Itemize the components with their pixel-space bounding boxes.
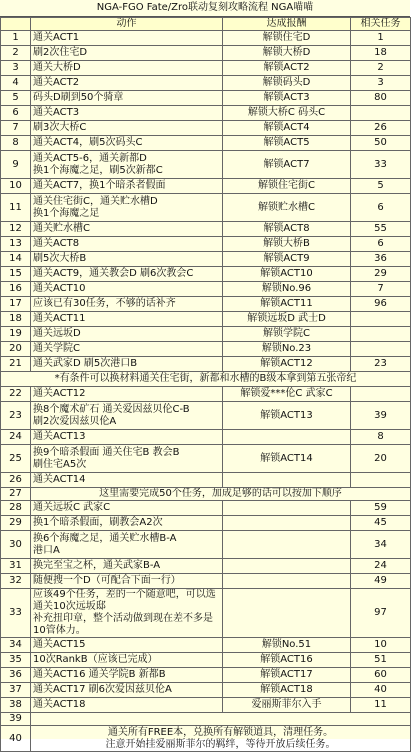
row-index: 19 bbox=[1, 327, 31, 342]
row-reward: 解锁爱***伦C 武家C bbox=[223, 387, 351, 402]
row-index: 11 bbox=[1, 194, 31, 222]
table-row bbox=[1, 61, 411, 76]
row-reward: 解锁ACT16 bbox=[223, 653, 351, 668]
table-row bbox=[1, 297, 411, 312]
note-row-text: *有条件可以换材料通关住宅街，新都和水槽的B级本拿到第五张帝纪 bbox=[1, 372, 411, 387]
final-note-line: 注意开始挂爱丽斯菲尔的羁绊，等待开放后续任务。 bbox=[105, 738, 336, 750]
row-action bbox=[31, 151, 223, 179]
row-count: 26 bbox=[351, 121, 411, 136]
table-row bbox=[1, 653, 411, 668]
row-index: 13 bbox=[1, 237, 31, 252]
row-index: 30 bbox=[1, 531, 31, 559]
header-row bbox=[1, 18, 411, 31]
row-index: 7 bbox=[1, 121, 31, 136]
table-row bbox=[1, 589, 411, 638]
row-index: 10 bbox=[1, 179, 31, 194]
row-action bbox=[31, 473, 223, 488]
row-index: 37 bbox=[1, 683, 31, 698]
action-line: 刷2次爱因兹贝伦A bbox=[33, 415, 117, 427]
action-line: 换6个海魔之足，通关贮水槽B-A bbox=[33, 532, 177, 544]
note-row bbox=[1, 372, 411, 387]
row-index: 32 bbox=[1, 574, 31, 589]
action-line: 换1个海魔之足，刷5次新都C bbox=[33, 164, 163, 176]
row-action bbox=[31, 282, 223, 297]
action-line: 补充扭印章，整个活动做到现在差不多是10管体力。 bbox=[33, 613, 213, 636]
row-reward: 解锁ACT12 bbox=[223, 357, 351, 372]
row-index: 40 bbox=[1, 726, 31, 752]
sheet-title: NGA-FGO Fate/Zro联动复刻攻略流程 NGA喵喵 bbox=[0, 0, 410, 17]
row-reward: 解锁远坂D 武士D bbox=[223, 312, 351, 327]
row-reward: 解锁ACT10 bbox=[223, 267, 351, 282]
table-row bbox=[1, 531, 411, 559]
action-line: 刷3次大桥C bbox=[33, 122, 87, 133]
section-note: 这里需要完成50个任务，加成足够的话可以按加下顺序 bbox=[31, 488, 411, 501]
table-row bbox=[1, 76, 411, 91]
row-action bbox=[31, 106, 223, 121]
row-action bbox=[31, 297, 223, 312]
row-reward: 解锁大桥D bbox=[223, 46, 351, 61]
action-line: 随便搜一个D（可配合下面一行） bbox=[33, 575, 181, 586]
row-count: 10 bbox=[351, 638, 411, 653]
action-line: 通关ACT2 bbox=[33, 77, 80, 88]
action-line: 换9个暗杀假面 通关住宅B 教会B bbox=[33, 446, 180, 458]
row-action bbox=[31, 387, 223, 402]
action-line: 通关ACT16 通关学院B 新都B bbox=[33, 669, 166, 680]
action-line: 港口A bbox=[33, 544, 60, 556]
row-index: 1 bbox=[1, 31, 31, 46]
row-count: 7 bbox=[351, 282, 411, 297]
row-count: 97 bbox=[351, 589, 411, 638]
row-index: 25 bbox=[1, 445, 31, 473]
row-count bbox=[351, 106, 411, 121]
row-reward bbox=[223, 516, 351, 531]
row-count: 6 bbox=[351, 237, 411, 252]
row-reward: 爱丽斯菲尔入手 bbox=[223, 698, 351, 713]
row-count: 20 bbox=[351, 445, 411, 473]
row-reward: 解锁ACT5 bbox=[223, 136, 351, 151]
table-row bbox=[1, 121, 411, 136]
action-line: 通关ACT1 bbox=[33, 32, 80, 43]
row-action bbox=[31, 559, 223, 574]
row-count: 80 bbox=[351, 91, 411, 106]
row-index: 22 bbox=[1, 387, 31, 402]
action-line: 通关ACT15 bbox=[33, 639, 86, 650]
table-row bbox=[1, 31, 411, 46]
row-count: 33 bbox=[351, 151, 411, 179]
row-index: 31 bbox=[1, 559, 31, 574]
row-reward bbox=[223, 501, 351, 516]
table-row bbox=[1, 179, 411, 194]
row-count: 29 bbox=[351, 267, 411, 282]
row-reward: 解锁ACT3 bbox=[223, 91, 351, 106]
row-action bbox=[31, 31, 223, 46]
row-count bbox=[351, 473, 411, 488]
row-action bbox=[31, 121, 223, 136]
row-reward: 解锁大桥C 码头C bbox=[223, 106, 351, 121]
header-action: 动作 bbox=[31, 18, 223, 31]
row-count: 11 bbox=[351, 698, 411, 713]
row-index: 15 bbox=[1, 267, 31, 282]
table-row bbox=[1, 46, 411, 61]
row-index: 38 bbox=[1, 698, 31, 713]
row-reward bbox=[223, 559, 351, 574]
row-count: 2 bbox=[351, 61, 411, 76]
row-index: 12 bbox=[1, 222, 31, 237]
row-count: 51 bbox=[351, 653, 411, 668]
action-line: 换完至宝之杯，通关武家B-A bbox=[33, 560, 161, 571]
action-line: 码头D刷到50个骑章 bbox=[33, 92, 124, 103]
row-count: 50 bbox=[351, 136, 411, 151]
row-action bbox=[31, 179, 223, 194]
row-index: 2 bbox=[1, 46, 31, 61]
row-index: 36 bbox=[1, 668, 31, 683]
table-row bbox=[1, 342, 411, 357]
action-line: 通关ACT9，通关教会D 刷6次教会C bbox=[33, 268, 194, 279]
row-index: 5 bbox=[1, 91, 31, 106]
row-count: 18 bbox=[351, 46, 411, 61]
row-action bbox=[31, 653, 223, 668]
table-row bbox=[1, 516, 411, 531]
row-reward: 解锁ACT7 bbox=[223, 151, 351, 179]
row-index: 16 bbox=[1, 282, 31, 297]
row-reward: 解锁ACT14 bbox=[223, 445, 351, 473]
action-line: 通关住宅街C，通关贮水槽D bbox=[33, 195, 158, 207]
table-row bbox=[1, 559, 411, 574]
row-index: 8 bbox=[1, 136, 31, 151]
row-reward: 解锁ACT18 bbox=[223, 683, 351, 698]
table-row bbox=[1, 445, 411, 473]
action-line: 通关ACT10 bbox=[33, 283, 86, 294]
row-reward: 解锁贮水槽C bbox=[223, 194, 351, 222]
row-count: 96 bbox=[351, 297, 411, 312]
row-index: 39 bbox=[1, 713, 31, 726]
row-count: 49 bbox=[351, 574, 411, 589]
row-index: 28 bbox=[1, 501, 31, 516]
table-row bbox=[1, 430, 411, 445]
table-row bbox=[1, 312, 411, 327]
row-reward: 解锁No.96 bbox=[223, 282, 351, 297]
action-line: 通关远坂C 武家C bbox=[33, 502, 111, 513]
row-reward: 解锁No.51 bbox=[223, 638, 351, 653]
row-action bbox=[31, 267, 223, 282]
header-count: 相关任务 bbox=[351, 18, 411, 31]
action-line: 10次RankB（应该已完成） bbox=[33, 654, 158, 665]
action-line: 刷2次住宅D bbox=[33, 47, 88, 58]
action-line: 通关贮水槽C bbox=[33, 223, 90, 234]
row-reward bbox=[223, 589, 351, 638]
table-row bbox=[1, 327, 411, 342]
row-index: 20 bbox=[1, 342, 31, 357]
row-action bbox=[31, 516, 223, 531]
row-index: 14 bbox=[1, 252, 31, 267]
row-count: 5 bbox=[351, 179, 411, 194]
row-reward: 解锁No.23 bbox=[223, 342, 351, 357]
row-reward: 解锁学院C bbox=[223, 327, 351, 342]
table-row bbox=[1, 488, 411, 501]
action-line: 通关ACT13 bbox=[33, 431, 86, 442]
action-line: 应该49个任务，差的一个随意吧，可以选通关10次远坂邸 bbox=[33, 589, 216, 612]
table-row bbox=[1, 222, 411, 237]
action-line: 通关ACT7，换1个暗杀者假面 bbox=[33, 180, 166, 191]
row-count: 39 bbox=[351, 402, 411, 430]
table-row bbox=[1, 136, 411, 151]
row-index: 9 bbox=[1, 151, 31, 179]
guide-table bbox=[0, 17, 411, 752]
row-action bbox=[31, 357, 223, 372]
row-index: 17 bbox=[1, 297, 31, 312]
table-row bbox=[1, 194, 411, 222]
row-index: 21 bbox=[1, 357, 31, 372]
row-action bbox=[31, 222, 223, 237]
row-action bbox=[31, 46, 223, 61]
action-line: 换8个魔术矿石 通关爱因兹贝伦C-B bbox=[33, 403, 190, 415]
table-row bbox=[1, 91, 411, 106]
action-line: 通关学院C bbox=[33, 343, 80, 354]
row-action bbox=[31, 430, 223, 445]
row-count: 6 bbox=[351, 194, 411, 222]
row-reward: 解锁ACT9 bbox=[223, 252, 351, 267]
table-row bbox=[1, 357, 411, 372]
row-reward: 解锁ACT2 bbox=[223, 61, 351, 76]
row-reward: 解锁住宅街C bbox=[223, 179, 351, 194]
row-action bbox=[31, 237, 223, 252]
row-count: 24 bbox=[351, 559, 411, 574]
row-action bbox=[31, 683, 223, 698]
row-action bbox=[31, 327, 223, 342]
action-line: 通关ACT11 bbox=[33, 313, 86, 324]
row-reward bbox=[223, 473, 351, 488]
row-count: 3 bbox=[351, 76, 411, 91]
row-action bbox=[31, 76, 223, 91]
row-reward: 解锁ACT4 bbox=[223, 121, 351, 136]
row-action bbox=[31, 342, 223, 357]
table-row bbox=[1, 402, 411, 430]
action-line: 通关ACT12 bbox=[33, 388, 86, 399]
row-reward bbox=[223, 430, 351, 445]
action-line: 通关ACT17 刷6次爱因兹贝伦A bbox=[33, 684, 172, 695]
row-count: 36 bbox=[351, 252, 411, 267]
final-note-line: 通关所有FREE本，兑换所有解锁道具，清理任务。 bbox=[107, 726, 334, 738]
row-index: 6 bbox=[1, 106, 31, 121]
row-action bbox=[31, 589, 223, 638]
row-count: 8 bbox=[351, 430, 411, 445]
header-index bbox=[1, 18, 31, 31]
table-row bbox=[1, 237, 411, 252]
row-index: 34 bbox=[1, 638, 31, 653]
row-action bbox=[31, 91, 223, 106]
row-index: 33 bbox=[1, 589, 31, 638]
table-row bbox=[1, 267, 411, 282]
action-line: 换1个海魔之足 bbox=[33, 207, 100, 219]
row-reward: 解锁大桥B bbox=[223, 237, 351, 252]
table-row bbox=[1, 106, 411, 121]
table-row bbox=[1, 713, 411, 726]
row-action bbox=[31, 501, 223, 516]
row-count: 1 bbox=[351, 31, 411, 46]
action-line: 通关ACT8 bbox=[33, 238, 80, 249]
row-action bbox=[31, 136, 223, 151]
row-index: 3 bbox=[1, 61, 31, 76]
table-row bbox=[1, 387, 411, 402]
row-action bbox=[31, 638, 223, 653]
row-action bbox=[31, 574, 223, 589]
row-action bbox=[31, 698, 223, 713]
row-index: 4 bbox=[1, 76, 31, 91]
row-count bbox=[351, 342, 411, 357]
row-count: 59 bbox=[351, 501, 411, 516]
row-action bbox=[31, 445, 223, 473]
row-index: 24 bbox=[1, 430, 31, 445]
table-row bbox=[1, 668, 411, 683]
table-row bbox=[1, 501, 411, 516]
action-line: 通关ACT14 bbox=[33, 474, 86, 485]
row-count: 34 bbox=[351, 531, 411, 559]
action-line: 通关ACT18 bbox=[33, 699, 86, 710]
row-action bbox=[31, 194, 223, 222]
row-action bbox=[31, 312, 223, 327]
table-row bbox=[1, 574, 411, 589]
table-row bbox=[1, 282, 411, 297]
row-reward bbox=[223, 574, 351, 589]
row-reward: 解锁住宅D bbox=[223, 31, 351, 46]
row-index: 27 bbox=[1, 488, 31, 501]
row-reward: 解锁ACT11 bbox=[223, 297, 351, 312]
row-count: 55 bbox=[351, 222, 411, 237]
row-count bbox=[351, 312, 411, 327]
action-line: 应该已有30任务，不够的话补齐 bbox=[33, 298, 176, 309]
row-count: 23 bbox=[351, 357, 411, 372]
row-count: 40 bbox=[351, 683, 411, 698]
row-action bbox=[31, 668, 223, 683]
table-row bbox=[1, 151, 411, 179]
action-line: 通关ACT3 bbox=[33, 107, 80, 118]
row-count: 60 bbox=[351, 668, 411, 683]
row-action bbox=[31, 252, 223, 267]
table-row bbox=[1, 252, 411, 267]
table-row bbox=[1, 638, 411, 653]
row-reward: 解锁ACT8 bbox=[223, 222, 351, 237]
row-action bbox=[31, 61, 223, 76]
row-index: 18 bbox=[1, 312, 31, 327]
action-line: 通关远坂D bbox=[33, 328, 81, 339]
row-action bbox=[31, 531, 223, 559]
action-line: 通关武家D 刷5次港口B bbox=[33, 358, 138, 369]
action-line: 通关大桥D bbox=[33, 62, 81, 73]
row-count: 45 bbox=[351, 516, 411, 531]
row-index: 23 bbox=[1, 402, 31, 430]
row-action bbox=[31, 402, 223, 430]
table-row bbox=[1, 473, 411, 488]
row-reward: 解锁ACT17 bbox=[223, 668, 351, 683]
row-reward bbox=[223, 531, 351, 559]
row-reward: 解锁ACT13 bbox=[223, 402, 351, 430]
row-index: 29 bbox=[1, 516, 31, 531]
row-reward: 解锁码头D bbox=[223, 76, 351, 91]
action-line: 通关ACT4，刷5次码头C bbox=[33, 137, 143, 148]
row-count bbox=[351, 387, 411, 402]
action-line: 通关ACT5-6，通关新都D bbox=[33, 152, 147, 164]
table-row bbox=[1, 683, 411, 698]
table-row bbox=[1, 698, 411, 713]
header-reward: 达成报酬 bbox=[223, 18, 351, 31]
action-line: 刷住宅A5次 bbox=[33, 458, 87, 470]
row-index: 35 bbox=[1, 653, 31, 668]
empty-cell bbox=[31, 713, 411, 726]
action-line: 换1个暗杀假面，刷教会A2次 bbox=[33, 517, 163, 528]
row-count bbox=[351, 327, 411, 342]
row-index: 26 bbox=[1, 473, 31, 488]
action-line: 刷5次大桥B bbox=[33, 253, 87, 264]
